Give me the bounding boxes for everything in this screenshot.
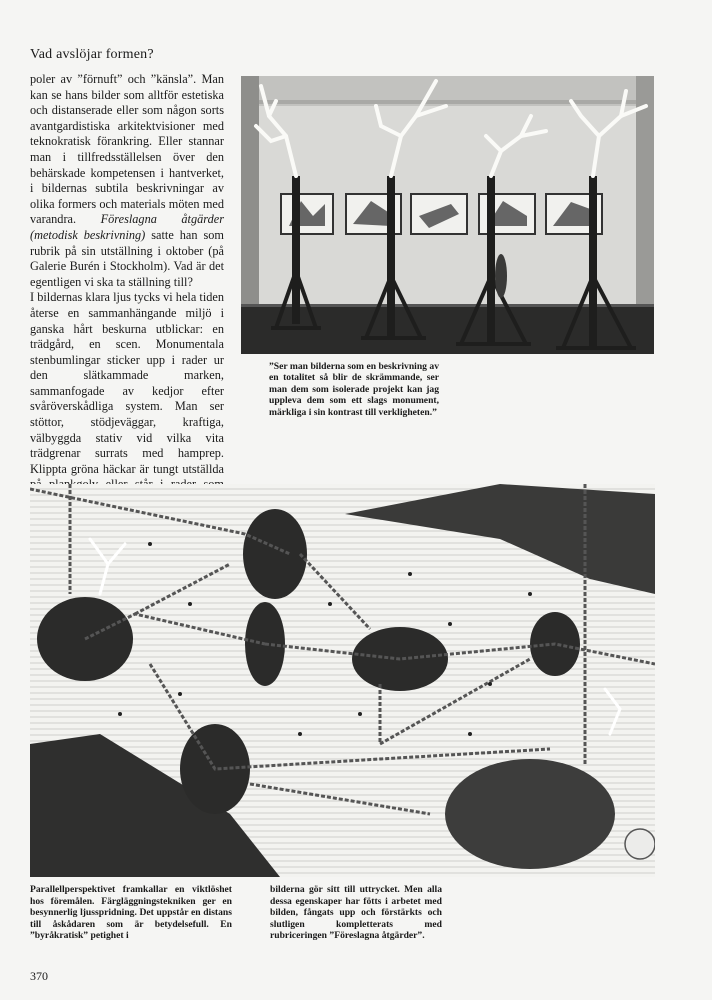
page-number: 370 (30, 969, 48, 983)
drawing-caption-right: bilderna gör sitt till uttrycket. Men alla dessa egenskaper har fötts i arbetet med bilden, fångats upp och förstärkts och slutligen kompletterats med rubriceringen ”Föreslagna åtgärder”. (270, 884, 442, 942)
photo-caption: ”Ser man bilderna som en beskrivning av en totalitet så blir de skrämmande, ser man dem som isolerade projekt kan jag uppleva dem som ett slags monument, märkliga i sin kontrast till verkligheten.” (269, 361, 439, 418)
drawing-caption-left: Parallellperspektivet framkallar en viktlöshet hos föremålen. Färgläggningstekniken ger en besynnerlig ljusspridning. Det uppstår en distans till åskådaren som är betydelsefull. En ”byråkratisk” petighet i (30, 884, 232, 942)
paragraph-1-end: satte han som rubrik på sin utställning i oktober (på Galerie Burén i Stockholm). Vad är det egentligen vi ska ta ställning till? (30, 227, 224, 289)
paragraph-1-start: poler av ”förnuft” och ”känsla”. Man kan se hans bilder som alltför estetiska och distanserade eller som någon sorts avantgardistiska arkitektvisioner med teknokratisk förankring. Eller stannar man i tillfredsställelsen över den behärskade kompetensen i hantverket, i bildernas subtila beskrivningar av olika formers och materials möten med varandra. (30, 72, 224, 227)
gallery-photo (241, 76, 654, 354)
gallery-photo-image (241, 76, 654, 354)
garden-drawing-image (30, 484, 655, 877)
paragraph-2: I bildernas klara ljus tycks vi hela tiden återse en sammanhängande miljö i ganska hårt beskurna utblickar: en trädgård, en scen. Monumentala stenbumlingar sticker upp i rader ur den slätkammade marken, sammanfogade av kedjor efter svåröverskådliga system. Man ser stöttor, stödjeväggar, kraftiga, välbyggda stativ vid vilka vita trädgrenar surrats med hamprep. Klippta gröna häckar är tungt utställda (30, 290, 224, 476)
exhibition-title: Föreslagna åtgärder (metodisk beskrivning) (30, 212, 224, 242)
running-head: Vad avslöjar formen? (30, 47, 154, 62)
article-body (30, 72, 224, 509)
garden-drawing (30, 484, 655, 877)
paragraph-1 (30, 72, 224, 290)
